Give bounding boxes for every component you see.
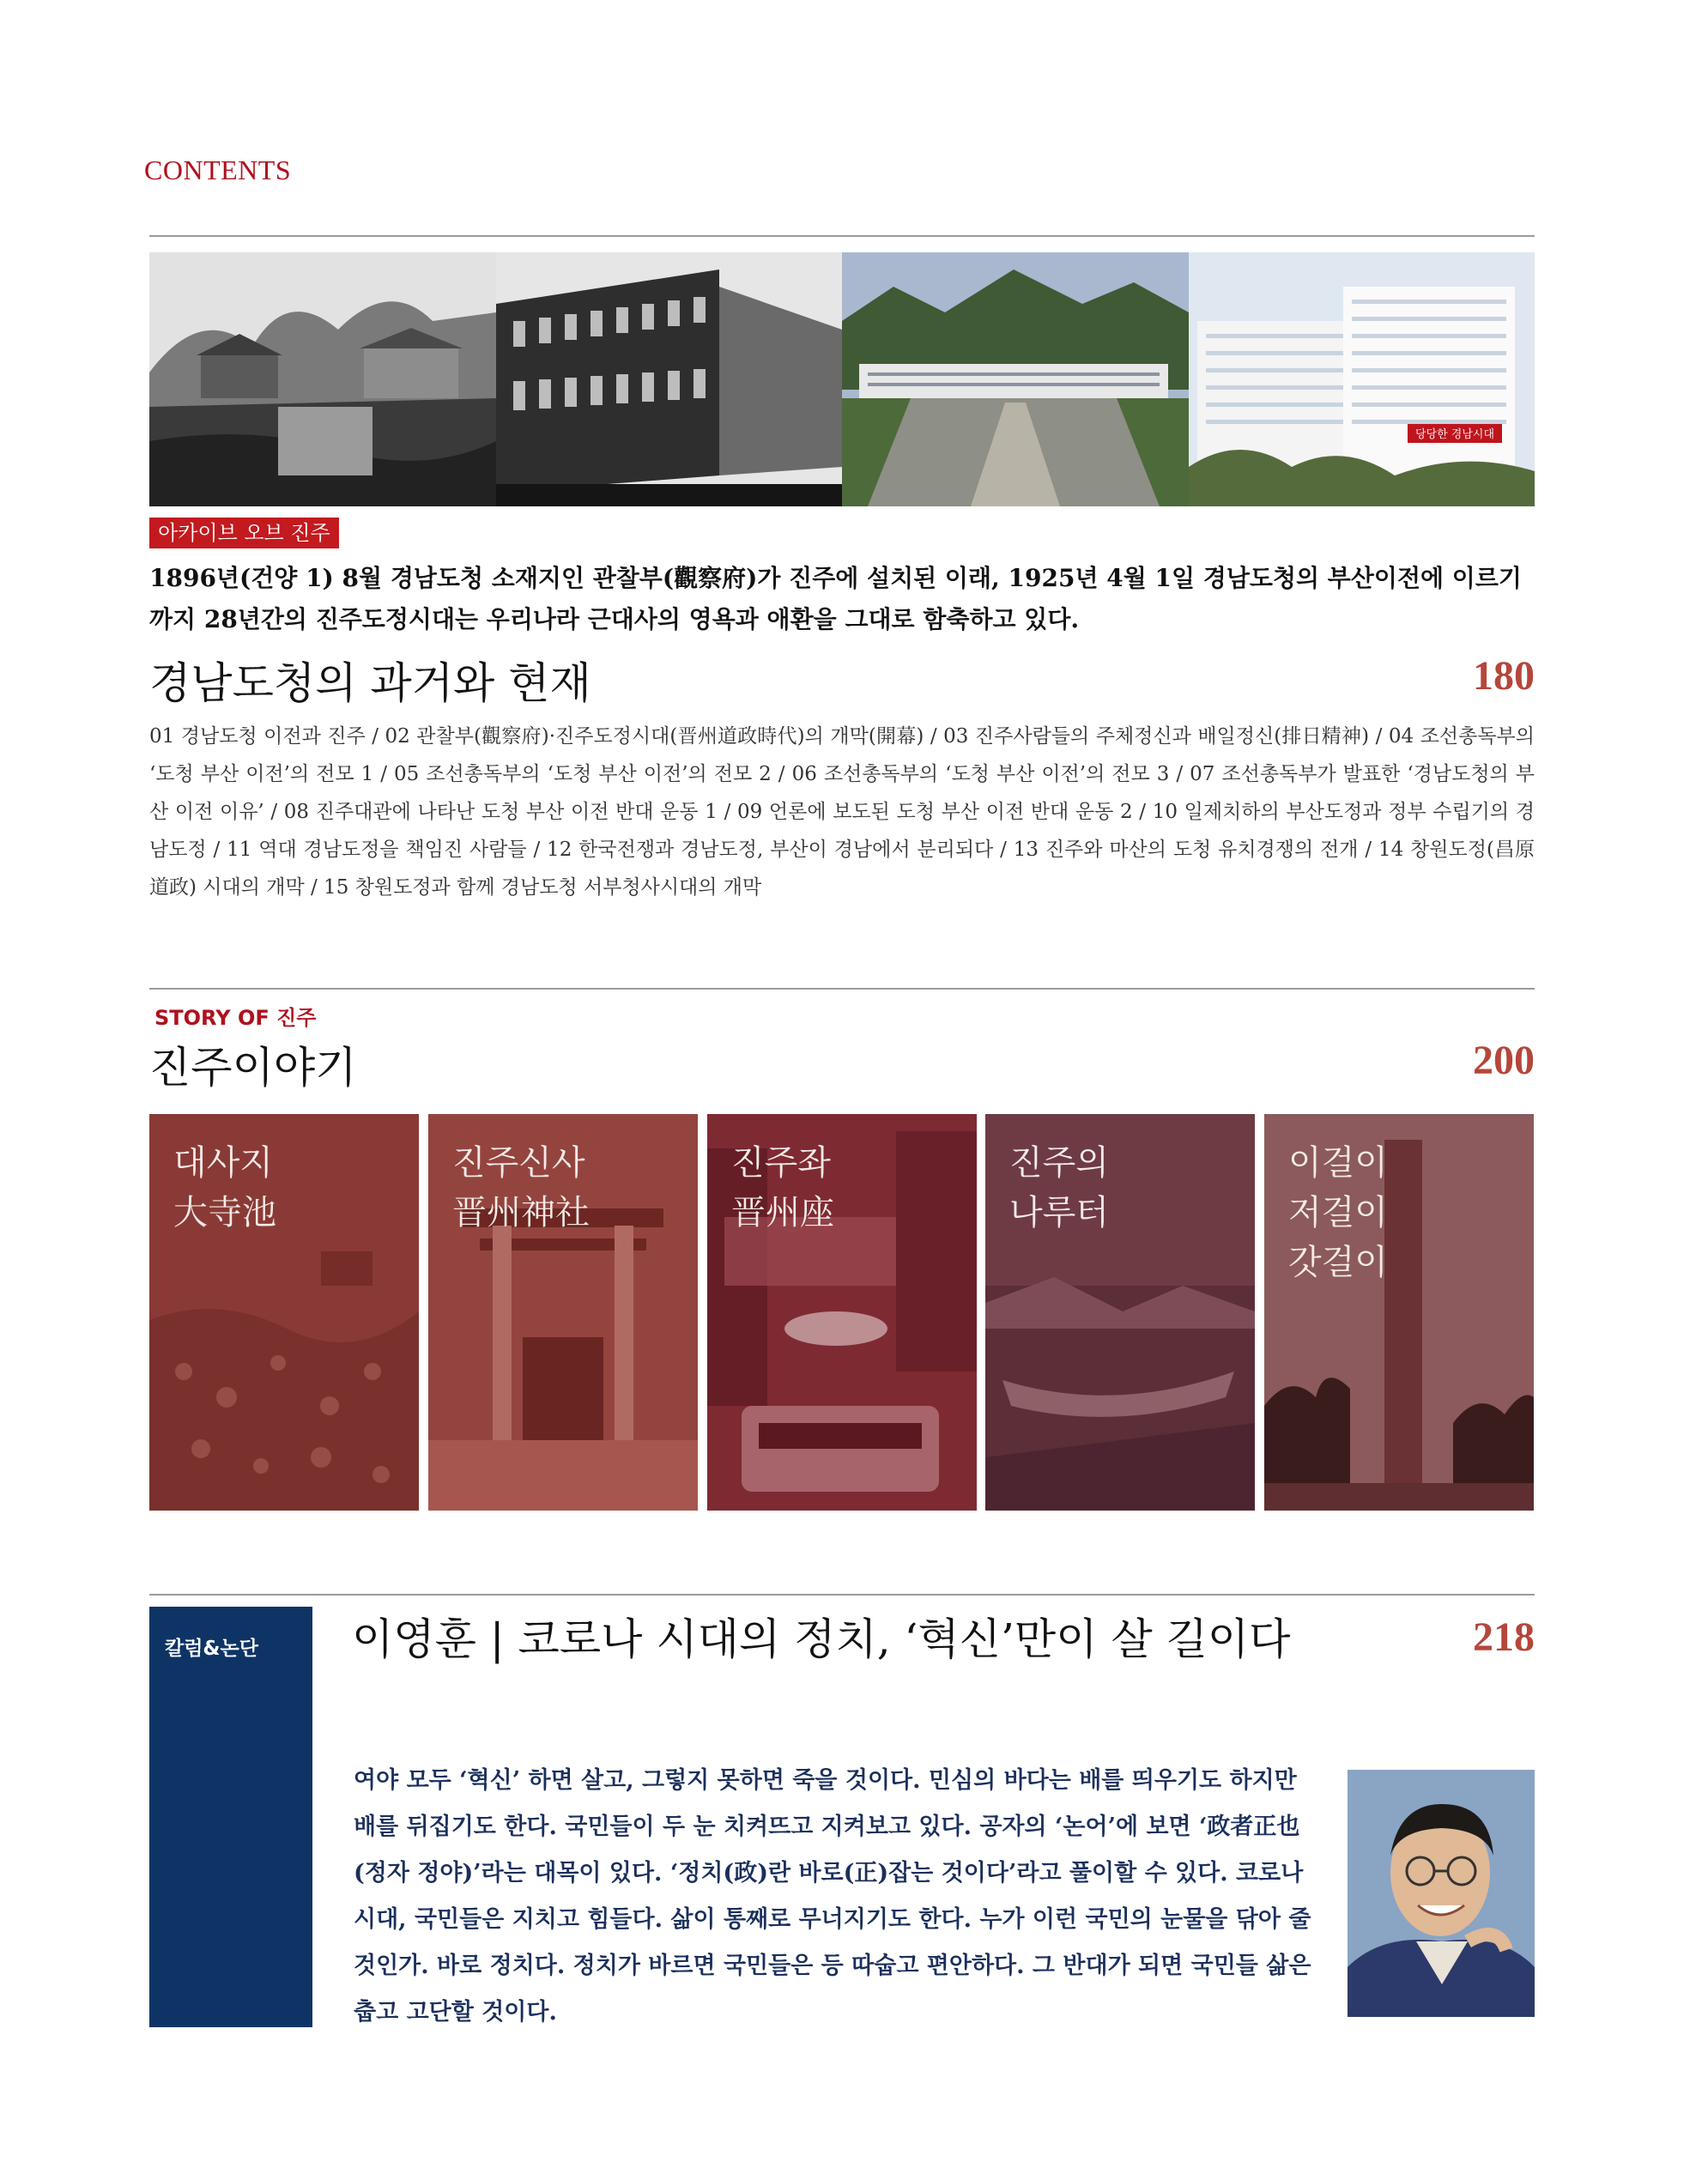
divider (149, 988, 1535, 990)
column-tag: 칼럼&논단 (165, 1638, 258, 1660)
author-portrait (1348, 1770, 1535, 2017)
divider (149, 1594, 1535, 1596)
story-tile-daesaji[interactable] (149, 1114, 419, 1511)
contents-header: CONTENTS (144, 154, 292, 185)
photo-modern-office-building (1189, 252, 1535, 506)
archive-lead: 1896년(건양 1) 8월 경남도청 소재지인 관찰부(觀察府)가 진주에 설치된 이래, 1925년 4월 1일 경남도청의 부산이전에 이르기 까지 28년간의 진주도정시대는 우리나라 근대사의 영욕과 애환을 그대로 함축하고 있다. (149, 564, 1522, 633)
column-page-number[interactable]: 218 (1473, 1614, 1535, 1660)
column-tag-box (149, 1607, 312, 2027)
column-title[interactable]: 이영훈 | 코로나 시대의 정치, ‘혁신’만이 살 길이다 (352, 1614, 1291, 1664)
story-tile-jinju-shrine[interactable] (428, 1114, 698, 1511)
story-tile-title: 이걸이 저걸이 갓걸이 (1288, 1143, 1388, 1282)
story-tile-jinjujwa[interactable] (707, 1114, 977, 1511)
story-tile-title: 진주의 나루터 (1009, 1143, 1109, 1232)
story-tile-geolli[interactable] (1264, 1114, 1534, 1511)
photo-old-brick-building (496, 252, 842, 506)
photo-provincial-office-mountain (842, 252, 1189, 506)
archive-tag: 아카이브 오브 진주 (149, 518, 339, 548)
story-tile-title: 대사지 大寺池 (173, 1143, 276, 1232)
story-label: STORY OF 진주 (154, 1006, 317, 1030)
svg-text:당당한 경남시대: 당당한 경남시대 (1414, 428, 1495, 441)
story-tile-ferry[interactable] (985, 1114, 1255, 1511)
story-tile-title: 진주좌 晋州座 (731, 1143, 834, 1232)
archive-toc-list: 01 경남도청 이전과 진주 / 02 관찰부(觀察府)·진주도정시대(晋州道政時代)의 개막(開幕) / 03 진주사람들의 주체정신과 배일정신(排日精神) / 04 조선총독부의 ‘도청 부산 이전’의 전모 1 / 05 조선총독부의 ‘도청 부산 이전’의 전모 2 / 06 조선총독부의 ‘도청 부산 이전’의 전모 3 / 07 조선총독부가 발표한 ‘경남도청의 부산 이전 이유’ / 08 진주대관에 나타난 도청 부산 이전 반대 운동 1 / 09 언론에 보도된 도청 부산 이전 반대 운동 2 / 10 일제치하의 부산도정과 정부 수립기의 경남도정 / 11 역대 경남도정을 책임진 사람들 / 12 한국전쟁과 경남도정, 부산이 경남에서 분리되다 / 13 진주와 마산의 도청 유치경쟁의 전개 / 14 창원도정(昌原道政) 시대의 개막 / 15 창원도정과 함께 경남도청 서부청사시대의 개막 (149, 725, 1535, 899)
divider (149, 235, 1535, 237)
story-page-number[interactable]: 200 (1473, 1038, 1535, 1083)
archive-title[interactable]: 경남도청의 과거와 현재 (149, 658, 591, 708)
photo-old-building-1896 (149, 252, 496, 506)
column-body: 여야 모두 ‘혁신’ 하면 살고, 그렇지 못하면 죽을 것이다. 민심의 바다는 배를 띄우기도 하지만 배를 뒤집기도 한다. 국민들이 두 눈 치켜뜨고 지켜보고 있다. 공자의 ‘논어’에 보면 ‘政者正也(정자 정야)’라는 대목이 있다. ‘정치(政)란 바로(正)잡는 것이다’라고 풀이할 수 있다. 코로나 시대, 국민들은 지치고 힘들다. 삶이 통째로 무너지기도 한다. 누가 이런 국민의 눈물을 닦아 줄 것인가. 바로 정치다. 정치가 바르면 국민들은 등 따숩고 편안하다. 그 반대가 되면 국민들 삶은 춥고 고단할 것이다. (354, 1767, 1311, 2026)
archive-page-number[interactable]: 180 (1473, 653, 1535, 699)
story-title[interactable]: 진주이야기 (149, 1043, 357, 1093)
story-tile-title: 진주신사 晋州神社 (452, 1143, 590, 1232)
